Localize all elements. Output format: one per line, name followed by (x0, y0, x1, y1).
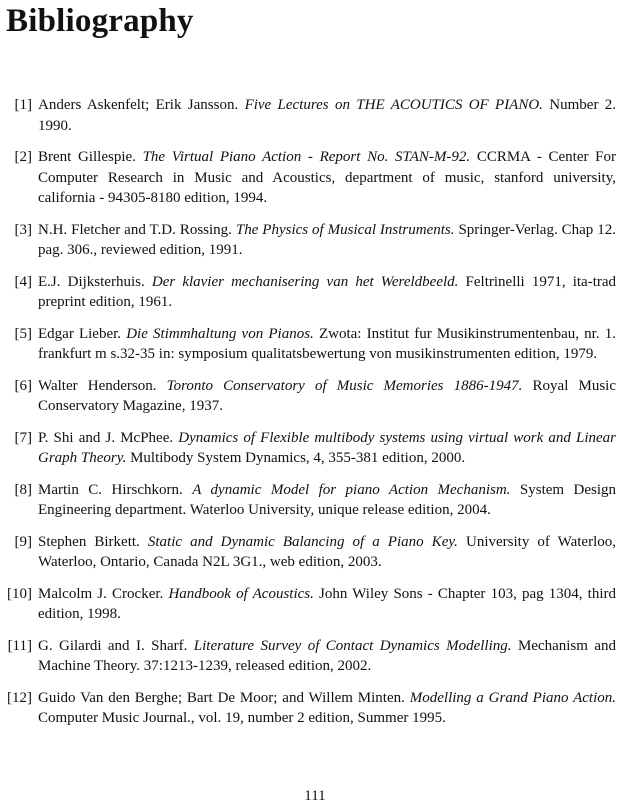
reference-authors: Malcolm J. Crocker. (38, 585, 164, 602)
reference-authors: Edgar Lieber. (38, 325, 122, 342)
reference-number: [11] (7, 637, 32, 654)
reference-number: [8] (14, 481, 32, 498)
reference-authors: Anders Askenfelt; Erik Jansson. (38, 97, 239, 113)
reference-details: Royal Music Conservatory Magazine, 1937. (38, 377, 616, 414)
reference-number: [10] (7, 585, 32, 602)
reference-item (6, 147, 616, 209)
reference-title: A dynamic Model for piano Action Mechanism. (192, 481, 511, 498)
reference-authors: Walter Henderson. (38, 377, 157, 394)
reference-title: Toronto Conservatory of Music Memories 1886-1947. (166, 377, 523, 394)
reference-number: [4] (14, 273, 32, 290)
reference-text (38, 532, 616, 573)
reference-list (6, 95, 616, 740)
reference-item (6, 220, 616, 261)
reference-item (6, 532, 616, 573)
reference-item (6, 272, 616, 313)
reference-item (6, 688, 616, 729)
reference-title: Der klavier mechanisering van het Wereldbeeld. (151, 273, 459, 290)
reference-text (38, 220, 616, 261)
reference-text (38, 480, 616, 521)
reference-authors: Martin C. Hirschkorn. (38, 481, 183, 498)
reference-title: Handbook of Acoustics. (168, 585, 314, 602)
reference-title: Five Lectures on THE ACOUTICS OF PIANO. (244, 97, 543, 113)
reference-details: Number 2. 1990. (38, 97, 617, 134)
reference-item (6, 480, 616, 521)
reference-item (6, 95, 616, 136)
reference-text (38, 584, 616, 625)
reference-authors: N.H. Fletcher and T.D. Rossing. (38, 221, 232, 238)
reference-text (38, 95, 616, 136)
reference-details: Feltrinelli 1971, ita-trad preprint edition, 1961. (38, 273, 617, 310)
reference-authors: Stephen Birkett. (38, 533, 140, 550)
reference-details: CCRMA - Center For Computer Research in Music and Acoustics, department of music, stanford university, california - 94305-8180 edition, 1994. (38, 149, 617, 206)
reference-number: [2] (14, 149, 32, 165)
reference-details: John Wiley Sons - Chapter 103, pag 1304, third edition, 1998. (38, 585, 617, 622)
reference-item (6, 376, 616, 417)
reference-number: [9] (14, 533, 32, 550)
reference-number: [7] (14, 429, 32, 446)
reference-number: [5] (14, 325, 32, 342)
reference-item (6, 584, 616, 625)
reference-authors: Brent Gillespie. (38, 149, 136, 165)
reference-number: [6] (14, 377, 32, 394)
reference-details: Computer Music Journal., vol. 19, number 2 edition, Summer 1995. (38, 710, 446, 726)
reference-title: Static and Dynamic Balancing of a Piano Key. (147, 533, 458, 550)
reference-title: Die Stimmhaltung von Pianos. (126, 325, 314, 342)
reference-title: The Virtual Piano Action - Report No. STAN-M-92. (142, 149, 471, 165)
reference-title: Dynamics of Flexible multibody systems using virtual work and Linear Graph Theory. (38, 429, 617, 466)
reference-text (38, 272, 616, 313)
reference-details: University of Waterloo, Waterloo, Ontario, Canada N2L 3G1., web edition, 2003. (38, 533, 617, 570)
reference-details: Multibody System Dynamics, 4, 355-381 edition, 2000. (130, 450, 466, 466)
reference-authors: G. Gilardi and I. Sharf. (38, 637, 188, 654)
reference-title: The Physics of Musical Instruments. (235, 221, 455, 238)
reference-number: [3] (14, 221, 32, 238)
reference-item (6, 636, 616, 677)
reference-authors: P. Shi and J. McPhee. (38, 429, 174, 446)
reference-item (6, 428, 616, 469)
page-number: 111 (304, 788, 326, 804)
reference-text (38, 636, 616, 677)
reference-text (38, 324, 616, 365)
reference-details: System Design Engineering department. Waterloo University, unique release edition, 2004. (38, 481, 617, 518)
reference-item (6, 324, 616, 365)
reference-title: Modelling a Grand Piano Action. (409, 689, 617, 706)
reference-title: Literature Survey of Contact Dynamics Modelling. (193, 637, 512, 654)
reference-authors: Guido Van den Berghe; Bart De Moor; and Willem Minten. (38, 689, 405, 706)
reference-details: Zwota: Institut fur Musikinstrumentenbau, nr. 1. frankfurt m s.32-35 in: symposium qualitatsbewertung von musikinstrumenten edition, 1979. (38, 325, 616, 362)
page-title: Bibliography (6, 3, 194, 39)
reference-number: [1] (14, 97, 32, 113)
reference-details: Springer-Verlag. Chap 12. pag. 306., reviewed edition, 1991. (38, 221, 616, 258)
reference-text (38, 688, 616, 729)
reference-authors: E.J. Dijksterhuis. (38, 273, 145, 290)
reference-text (38, 147, 616, 209)
reference-details: Mechanism and Machine Theory. 37:1213-1239, released edition, 2002. (38, 637, 617, 674)
reference-text (38, 376, 616, 417)
reference-number: [12] (7, 689, 32, 706)
reference-text (38, 428, 616, 469)
